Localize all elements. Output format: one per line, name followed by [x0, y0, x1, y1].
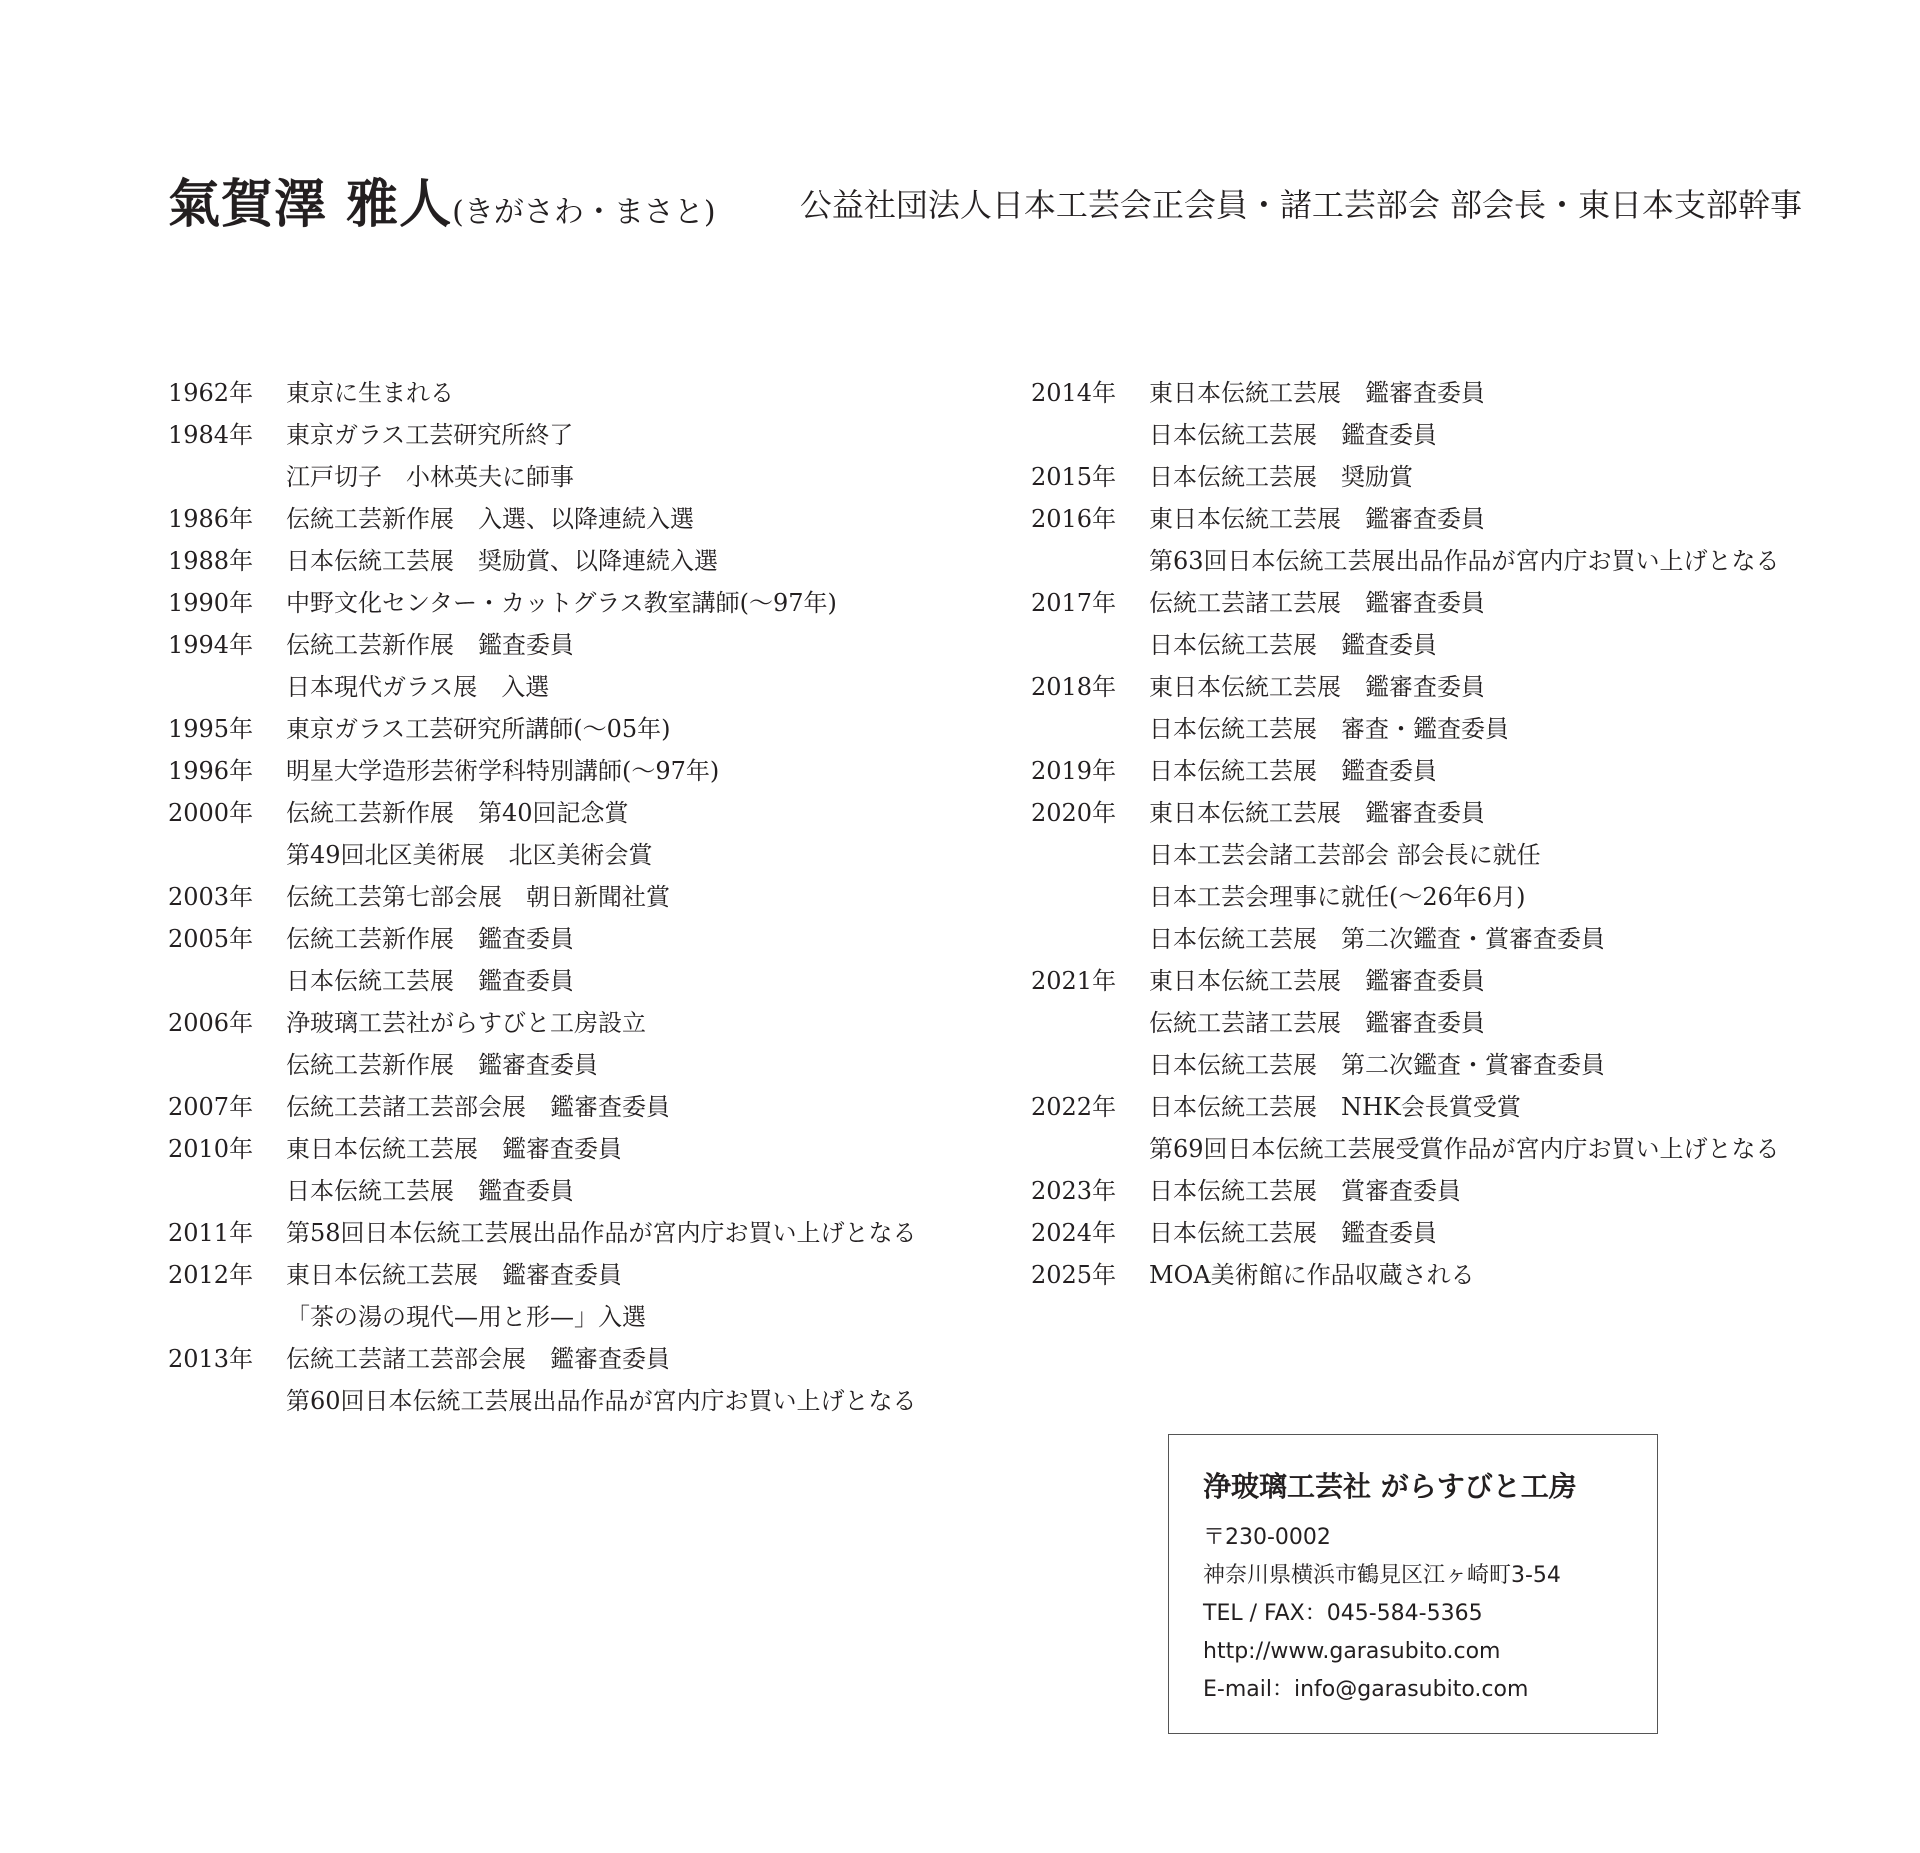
- history-event-list: [1149, 1254, 1475, 1296]
- history-entry: [168, 1212, 917, 1254]
- history-year: 1995年: [168, 715, 254, 743]
- history-event: 日本伝統工芸展 第二次鑑査・賞審査委員: [1149, 1051, 1605, 1079]
- history-year: 2019年: [1031, 757, 1117, 785]
- history-event-list: [1149, 1086, 1780, 1170]
- artist-affiliation: 公益社団法人日本工芸会正会員・諸工芸部会 部会長・東日本支部幹事: [799, 186, 1802, 224]
- history-event-list: [286, 918, 574, 1002]
- history-year: 2011年: [168, 1219, 254, 1247]
- history-event-list: [286, 1128, 622, 1212]
- history-event-list: [286, 792, 653, 876]
- history-entry: [1031, 960, 1780, 1086]
- history-year: 2018年: [1031, 673, 1117, 701]
- history-event-list: [1149, 582, 1485, 666]
- history-event: 日本伝統工芸展 NHK会長賞受賞: [1149, 1093, 1521, 1121]
- history-year: 2016年: [1031, 505, 1117, 533]
- history-year: 2025年: [1031, 1261, 1117, 1289]
- history-event: 伝統工芸新作展 鑑審査委員: [286, 1051, 598, 1079]
- history-year: 2000年: [168, 799, 254, 827]
- history-year: 2022年: [1031, 1093, 1117, 1121]
- history-event: 第69回日本伝統工芸展受賞作品が宮内庁お買い上げとなる: [1149, 1135, 1780, 1163]
- history-event: 第58回日本伝統工芸展出品作品が宮内庁お買い上げとなる: [286, 1219, 917, 1247]
- history-event: 伝統工芸第七部会展 朝日新聞社賞: [286, 883, 670, 911]
- history-event-list: [1149, 498, 1780, 582]
- history-entry: [1031, 792, 1780, 960]
- history-year: 2012年: [168, 1261, 254, 1289]
- history-year: 2024年: [1031, 1219, 1117, 1247]
- history-entry: [168, 624, 917, 708]
- history-event: 日本伝統工芸展 第二次鑑査・賞審査委員: [1149, 925, 1605, 953]
- history-year: 1994年: [168, 631, 254, 659]
- history-event: 東日本伝統工芸展 鑑審査委員: [1149, 799, 1485, 827]
- history-event: 日本伝統工芸展 鑑査委員: [286, 1177, 574, 1205]
- history-event: 日本伝統工芸展 奨励賞、以降連続入選: [286, 547, 718, 575]
- artist-name: 氣賀澤 雅人: [168, 174, 453, 235]
- history-event: 伝統工芸新作展 第40回記念賞: [286, 799, 629, 827]
- history-event-list: [1149, 1170, 1461, 1212]
- history-event-list: [1149, 750, 1437, 792]
- history-year: 2005年: [168, 925, 254, 953]
- history-event: 東日本伝統工芸展 鑑審査委員: [1149, 673, 1485, 701]
- history-event: 日本伝統工芸展 審査・鑑査委員: [1149, 715, 1509, 743]
- history-event-list: [1149, 792, 1605, 960]
- history-event-list: [286, 1254, 646, 1338]
- studio-address: 神奈川県横浜市鶴見区江ヶ崎町3-54: [1203, 1563, 1561, 1588]
- history-event: 日本現代ガラス展 入選: [286, 673, 550, 701]
- history-event-list: [286, 372, 454, 414]
- history-event: 伝統工芸新作展 鑑査委員: [286, 925, 574, 953]
- history-event: 日本伝統工芸展 鑑査委員: [1149, 757, 1437, 785]
- history-entry: [1031, 1254, 1780, 1296]
- artist-name-heading: [168, 162, 716, 237]
- history-event-list: [1149, 1212, 1437, 1254]
- history-event: 東日本伝統工芸展 鑑審査委員: [286, 1261, 622, 1289]
- history-entry: [1031, 372, 1780, 456]
- history-entry: [168, 708, 917, 750]
- history-event: 伝統工芸諸工芸部会展 鑑審査委員: [286, 1345, 670, 1373]
- history-event: 東京ガラス工芸研究所講師(〜05年): [286, 715, 671, 743]
- history-event-list: [286, 624, 574, 708]
- history-year: 2013年: [168, 1345, 254, 1373]
- history-year: 1962年: [168, 379, 254, 407]
- history-event: MOA美術館に作品収蔵される: [1149, 1261, 1475, 1289]
- history-event: 日本伝統工芸展 奨励賞: [1149, 463, 1413, 491]
- history-year: 2020年: [1031, 799, 1117, 827]
- history-event: 中野文化センター・カットグラス教室講師(〜97年): [286, 589, 837, 617]
- history-year: 1996年: [168, 757, 254, 785]
- history-event: 江戸切子 小林英夫に師事: [286, 463, 574, 491]
- history-entry: [168, 750, 917, 792]
- history-entry: [168, 918, 917, 1002]
- history-event-list: [286, 540, 718, 582]
- history-year: 2015年: [1031, 463, 1117, 491]
- history-event: 東京に生まれる: [286, 379, 454, 407]
- history-event-list: [286, 414, 574, 498]
- history-event: 明星大学造形芸術学科特別講師(〜97年): [286, 757, 720, 785]
- history-event-list: [1149, 666, 1509, 750]
- history-event-list: [1149, 372, 1485, 456]
- history-event: 日本工芸会理事に就任(〜26年6月): [1149, 883, 1526, 911]
- history-entry: [168, 1002, 917, 1086]
- history-entry: [1031, 1086, 1780, 1170]
- history-event: 「茶の湯の現代—用と形—」入選: [286, 1303, 646, 1331]
- history-year: 1988年: [168, 547, 254, 575]
- history-event: 日本伝統工芸展 鑑査委員: [286, 967, 574, 995]
- history-year: 2023年: [1031, 1177, 1117, 1205]
- history-event-list: [1149, 456, 1413, 498]
- history-event-list: [1149, 960, 1605, 1086]
- history-entry: [1031, 582, 1780, 666]
- history-year: 2017年: [1031, 589, 1117, 617]
- history-entry: [168, 1338, 917, 1422]
- career-history-right-column: [1031, 372, 1780, 1296]
- history-entry: [168, 372, 917, 414]
- history-event-list: [286, 1338, 917, 1422]
- history-event-list: [286, 498, 694, 540]
- history-event: 伝統工芸新作展 鑑査委員: [286, 631, 574, 659]
- history-entry: [168, 1254, 917, 1338]
- history-entry: [1031, 750, 1780, 792]
- history-event-list: [286, 1086, 670, 1128]
- history-event: 浄玻璃工芸社がらすびと工房設立: [286, 1009, 646, 1037]
- history-event: 伝統工芸諸工芸展 鑑審査委員: [1149, 589, 1485, 617]
- history-event: 東日本伝統工芸展 鑑審査委員: [1149, 967, 1485, 995]
- history-entry: [168, 876, 917, 918]
- studio-postal-code: 〒230-0002: [1203, 1525, 1331, 1550]
- history-event: 東京ガラス工芸研究所終了: [286, 421, 574, 449]
- history-entry: [1031, 498, 1780, 582]
- history-entry: [168, 1086, 917, 1128]
- history-event-list: [286, 708, 671, 750]
- history-entry: [1031, 1212, 1780, 1254]
- history-event: 東日本伝統工芸展 鑑審査委員: [286, 1135, 622, 1163]
- artist-name-reading: (きがさわ・まさと): [452, 195, 716, 230]
- history-year: 2006年: [168, 1009, 254, 1037]
- history-event: 伝統工芸諸工芸部会展 鑑審査委員: [286, 1093, 670, 1121]
- history-event: 東日本伝統工芸展 鑑審査委員: [1149, 505, 1485, 533]
- history-event: 第60回日本伝統工芸展出品作品が宮内庁お買い上げとなる: [286, 1387, 917, 1415]
- history-entry: [1031, 1170, 1780, 1212]
- history-year: 1984年: [168, 421, 254, 449]
- history-year: 2003年: [168, 883, 254, 911]
- history-entry: [1031, 666, 1780, 750]
- studio-contact-box: [1168, 1434, 1658, 1734]
- history-event-list: [286, 750, 719, 792]
- studio-email-link[interactable]: E-mail：info@garasubito.com: [1203, 1677, 1529, 1702]
- history-event: 第49回北区美術展 北区美術会賞: [286, 841, 653, 869]
- history-year: 2021年: [1031, 967, 1117, 995]
- history-event: 伝統工芸諸工芸展 鑑審査委員: [1149, 1009, 1485, 1037]
- history-entry: [168, 414, 917, 498]
- history-entry: [168, 1128, 917, 1212]
- history-entry: [168, 540, 917, 582]
- history-event-list: [286, 582, 837, 624]
- history-event-list: [286, 1002, 646, 1086]
- studio-name: 浄玻璃工芸社 がらすびと工房: [1203, 1470, 1577, 1503]
- career-history-left-column: [168, 372, 917, 1422]
- history-event: 伝統工芸新作展 入選、以降連続入選: [286, 505, 694, 533]
- history-entry: [168, 582, 917, 624]
- history-year: 2014年: [1031, 379, 1117, 407]
- history-event-list: [286, 1212, 917, 1254]
- studio-website-link[interactable]: http://www.garasubito.com: [1203, 1639, 1501, 1664]
- history-event: 東日本伝統工芸展 鑑審査委員: [1149, 379, 1485, 407]
- history-entry: [168, 792, 917, 876]
- history-event: 日本工芸会諸工芸部会 部会長に就任: [1149, 841, 1541, 869]
- history-event: 第63回日本伝統工芸展出品作品が宮内庁お買い上げとなる: [1149, 547, 1780, 575]
- history-entry: [1031, 456, 1780, 498]
- history-event: 日本伝統工芸展 鑑査委員: [1149, 631, 1437, 659]
- history-year: 1986年: [168, 505, 254, 533]
- history-year: 2007年: [168, 1093, 254, 1121]
- history-event: 日本伝統工芸展 鑑査委員: [1149, 1219, 1437, 1247]
- history-entry: [168, 498, 917, 540]
- history-event-list: [286, 876, 670, 918]
- history-year: 2010年: [168, 1135, 254, 1163]
- history-year: 1990年: [168, 589, 254, 617]
- studio-phone-fax: TEL / FAX：045-584-5365: [1203, 1601, 1483, 1626]
- history-event: 日本伝統工芸展 鑑査委員: [1149, 421, 1437, 449]
- history-event: 日本伝統工芸展 賞審査委員: [1149, 1177, 1461, 1205]
